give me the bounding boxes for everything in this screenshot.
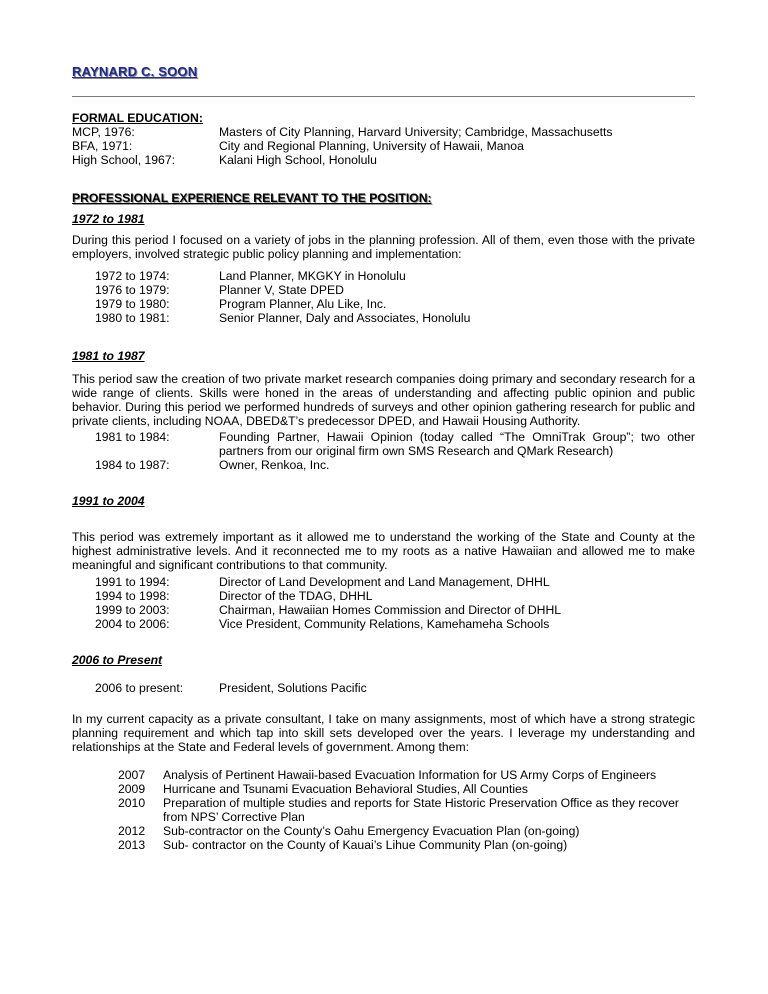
period-1981-1987 [72, 349, 695, 472]
job-row [72, 681, 695, 695]
project-text: Analysis of Pertinent Hawaii-based Evacuation Information for US Army Corps of Engineers [163, 768, 657, 782]
period-title: 1972 to 1981 [72, 212, 145, 226]
period-title: 1981 to 1987 [72, 349, 145, 363]
job-row [72, 603, 695, 617]
job-row [72, 283, 695, 297]
education-detail: Kalani High School, Honolulu [219, 153, 377, 167]
job-row [72, 269, 695, 283]
education-degree: MCP, 1976: [72, 125, 135, 139]
experience-heading: PROFESSIONAL EXPERIENCE RELEVANT TO THE POSITION: [72, 191, 432, 205]
job-role: Owner, Renkoa, Inc. [219, 458, 330, 472]
project-text: Hurricane and Tsunami Evacuation Behavioral Studies, All Counties [163, 782, 528, 796]
period-description: During this period I focused on a variety of jobs in the planning profession. All of them, even those with the private employers, involved strategic public policy planning and implementation: [72, 233, 695, 261]
job-years: 1976 to 1979: [95, 283, 170, 297]
project-row [72, 838, 695, 852]
resume-name: RAYNARD C. SOON [72, 64, 198, 79]
education-heading: FORMAL EDUCATION: [72, 111, 203, 125]
header-divider [72, 96, 695, 97]
job-role: Director of Land Development and Land Management, DHHL [219, 575, 550, 589]
project-row [72, 768, 695, 782]
education-section [72, 111, 695, 167]
project-row [72, 782, 695, 796]
project-year: 2010 [118, 796, 146, 810]
project-text: Sub- contractor on the County of Kauai’s Lihue Community Plan (on-going) [163, 838, 568, 852]
education-detail: Masters of City Planning, Harvard University; Cambridge, Massachusetts [219, 125, 613, 139]
job-role: Land Planner, MKGKY in Honolulu [219, 269, 406, 283]
project-year: 2009 [118, 782, 146, 796]
project-year: 2013 [118, 838, 146, 852]
job-row [72, 617, 695, 631]
project-text: Preparation of multiple studies and reports for State Historic Preservation Office as they recover from NPS’ Corrective Plan [163, 796, 679, 824]
education-degree: BFA, 1971: [72, 139, 133, 153]
job-row [72, 589, 695, 603]
education-row [72, 125, 695, 139]
job-role: Planner V, State DPED [219, 283, 344, 297]
job-row [72, 458, 695, 472]
job-years: 1991 to 1994: [95, 575, 170, 589]
job-list [72, 681, 695, 695]
project-row [72, 824, 695, 838]
job-years: 2006 to present: [95, 681, 184, 695]
education-detail: City and Regional Planning, University of Hawaii, Manoa [219, 139, 524, 153]
job-role: Director of the TDAG, DHHL [219, 589, 373, 603]
period-2006-present [72, 653, 695, 852]
period-title: 2006 to Present [72, 653, 163, 667]
job-row [72, 311, 695, 325]
project-list [72, 768, 695, 852]
education-degree: High School, 1967: [72, 153, 175, 167]
project-year: 2007 [118, 768, 146, 782]
job-years: 1999 to 2003: [95, 603, 170, 617]
job-role: President, Solutions Pacific [219, 681, 367, 695]
job-years: 1979 to 1980: [95, 297, 170, 311]
job-list [72, 575, 695, 631]
education-row [72, 139, 695, 153]
job-row [72, 430, 695, 458]
period-description: In my current capacity as a private consultant, I take on many assignments, most of which have a strong strategic planning requirement and which tap into skill sets developed over the years. I leverage my understanding and relationships at the State and Federal levels of government. Among them: [72, 712, 695, 754]
job-years: 1981 to 1984: [95, 430, 170, 444]
job-role: Senior Planner, Daly and Associates, Honolulu [219, 311, 471, 325]
job-years: 1980 to 1981: [95, 311, 170, 325]
period-title: 1991 to 2004 [72, 494, 145, 508]
job-role: Program Planner, Alu Like, Inc. [219, 297, 387, 311]
period-description: This period saw the creation of two private market research companies doing primary and secondary research for a wide range of clients. Skills were honed in the areas of understanding and affecting public opinion and public behavior. During this period we performed hundreds of surveys and other opinion gathering research for public and private clients, including NOAA, DBED&T’s predecessor DPED, and Hawaii Housing Authority. [72, 372, 695, 428]
experience-heading-block [72, 191, 695, 205]
job-years: 1972 to 1974: [95, 269, 170, 283]
job-row [72, 297, 695, 311]
job-role: Vice President, Community Relations, Kamehameha Schools [219, 617, 550, 631]
job-years: 2004 to 2006: [95, 617, 170, 631]
period-1991-2004 [72, 494, 695, 631]
education-row [72, 153, 695, 167]
project-row [72, 796, 695, 824]
job-list [72, 269, 695, 325]
job-role: Founding Partner, Hawaii Opinion (today called “The OmniTrak Group”; two other partners from our original firm own SMS Research and QMark Research) [219, 430, 695, 458]
project-year: 2012 [118, 824, 146, 838]
job-list [72, 430, 695, 472]
job-row [72, 575, 695, 589]
period-description: This period was extremely important as it allowed me to understand the working of the State and County at the highest administrative levels. And it reconnected me to my roots as a native Hawaiian and allowed me to make meaningful and significant contributions to that community. [72, 530, 695, 572]
job-years: 1984 to 1987: [95, 458, 170, 472]
period-1972-1981 [72, 212, 695, 325]
job-years: 1994 to 1998: [95, 589, 170, 603]
project-text: Sub-contractor on the County’s Oahu Emergency Evacuation Plan (on-going) [163, 824, 580, 838]
job-role: Chairman, Hawaiian Homes Commission and Director of DHHL [219, 603, 562, 617]
